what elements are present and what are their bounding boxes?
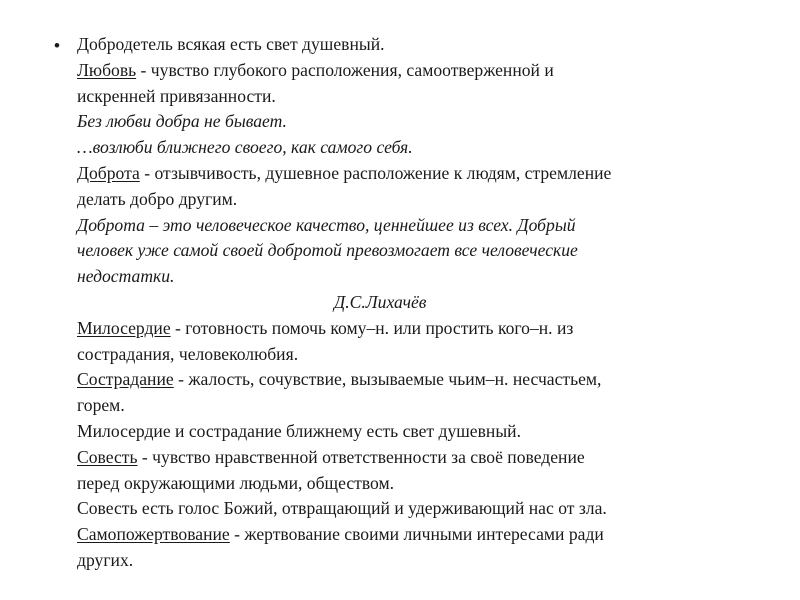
love-definition-line-2: искренней привязанности. (77, 85, 276, 106)
term-conscience: Совесть (77, 446, 138, 467)
bullet-marker: • (54, 36, 60, 55)
term-love: Любовь (77, 59, 137, 80)
term-kindness: Доброта (77, 162, 140, 183)
sacrifice-definition-line-2: других. (77, 549, 134, 570)
kindness-definition-line-2: делать добро другим. (77, 188, 238, 209)
love-definition-line-1 (77, 58, 767, 84)
conscience-definition-line-2: перед окружающими людьми, обществом. (77, 472, 395, 493)
love-quote-2: …возлюби ближнего своего, как самого себя. (77, 137, 413, 158)
term-self-sacrifice: Самопожертвование (77, 524, 230, 545)
love-definition-text: - чувство глубокого расположения, самоотверженной и (136, 59, 554, 80)
conscience-definition-text: - чувство нравственной ответственности за своё поведение (137, 446, 585, 467)
term-mercy: Милосердие (77, 317, 171, 338)
mercy-compassion-statement: Милосердие и сострадание ближнему есть свет душевный. (77, 420, 521, 441)
kindness-quote-line-1: Доброта – это человеческое качество, ценнейшее из всех. Добрый (77, 214, 576, 235)
conscience-statement: Совесть есть голос Божий, отвращающий и удерживающий нас от зла. (77, 498, 607, 519)
intro-line: Добродетель всякая есть свет душевный. (77, 34, 385, 54)
conscience-definition-line-1 (77, 445, 767, 471)
term-compassion: Сострадание (77, 369, 174, 390)
compassion-definition-text: - жалость, сочувствие, вызываемые чьим–н. несчастьем, (173, 369, 602, 390)
love-quote-1: Без любви добра не бывает. (77, 111, 287, 132)
kindness-quote-line-2: человек уже самой своей добротой превозмогает все человеческие (77, 240, 578, 261)
sacrifice-definition-text: - жертвование своими личными интересами ради (229, 524, 604, 545)
slide-text-body (77, 32, 767, 574)
mercy-definition-line-1 (77, 316, 767, 342)
mercy-definition-text: - готовность помочь кому–н. или простить кого–н. из (170, 317, 574, 338)
kindness-quote-line-3: недостатки. (77, 266, 175, 287)
kindness-definition-text: - отзывчивость, душевное расположение к людям, стремление (139, 162, 612, 183)
mercy-definition-line-2: сострадания, человеколюбия. (77, 343, 299, 364)
quote-author: Д.С.Лихачёв (334, 291, 427, 312)
sacrifice-definition-line-1 (77, 522, 767, 548)
compassion-definition-line-1 (77, 367, 767, 393)
kindness-definition-line-1 (77, 161, 767, 187)
compassion-definition-line-2: горем. (77, 395, 125, 416)
